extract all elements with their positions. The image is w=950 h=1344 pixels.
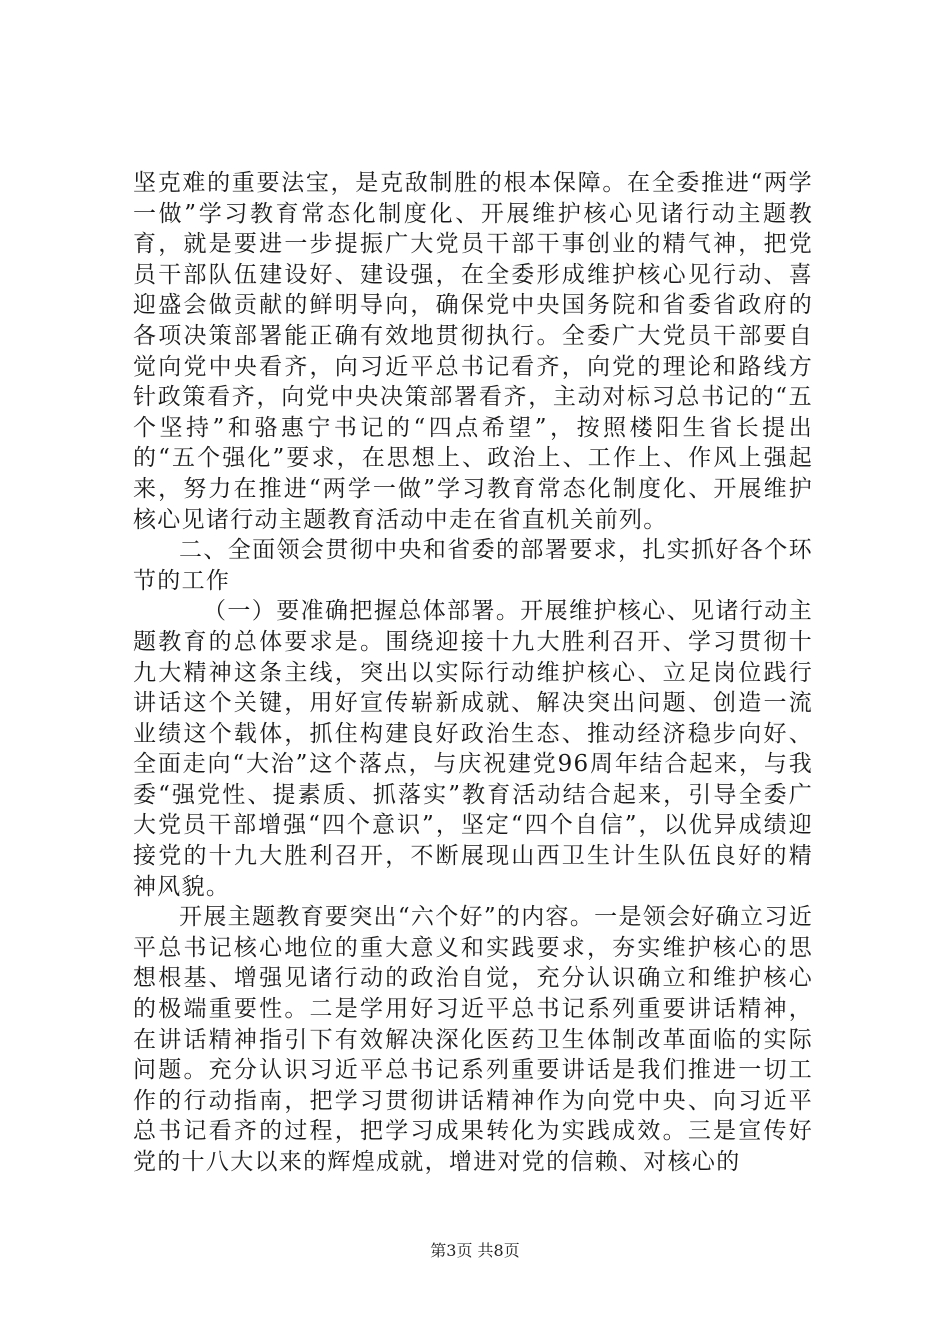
- document-body: [133, 168, 813, 1178]
- paragraph-subsection-one: （一）要准确把握总体部署。开展维护核心、见诸行动主题教育的总体要求是。围绕迎接十九大胜利召开、学习贯彻十九大精神这条主线，突出以实际行动维护核心、立足岗位践行讲话这个关键，用好宣传崭新成就、解决突出问题、创造一流业绩这个载体，抓住构建良好政治生态、推动经济稳步向好、全面走向“大治”这个落点，与庆祝建党96周年结合起来，与我委“强党性、提素质、抓落实”教育活动结合起来，引导全委广大党员干部增强“四个意识”，坚定“四个自信”，以优异成绩迎接党的十九大胜利召开，不断展现山西卫生计生队伍良好的精神风貌。: [133, 598, 813, 900]
- section-heading-two: 二、全面领会贯彻中央和省委的部署要求，扎实抓好各个环节的工作: [133, 537, 813, 594]
- page-footer: 第3页 共8页: [430, 1241, 520, 1260]
- paragraph-six-goods: 开展主题教育要突出“六个好”的内容。一是领会好确立习近平总书记核心地位的重大意义和实践要求，夯实维护核心的思想根基、增强见诸行动的政治自觉，充分认识确立和维护核心的极端重要性。二是学用好习近平总书记系列重要讲话精神，在讲话精神指引下有效解决深化医药卫生体制改革面临的实际问题。充分认识习近平总书记系列重要讲话是我们推进一切工作的行动指南，把学习贯彻讲话精神作为向党中央、向习近平总书记看齐的过程，把学习成果转化为实践成效。三是宣传好党的十八大以来的辉煌成就，增进对党的信赖、对核心的: [133, 904, 813, 1175]
- paragraph-continuation: 坚克难的重要法宝，是克敌制胜的根本保障。在全委推进“两学一做”学习教育常态化制度化、开展维护核心见诸行动主题教育，就是要进一步提振广大党员干部干事创业的精气神，把党员干部队伍建设好、建设强，在全委形成维护核心见行动、喜迎盛会做贡献的鲜明导向，确保党中央国务院和省委省政府的各项决策部署能正确有效地贯彻执行。全委广大党员干部要自觉向党中央看齐，向习近平总书记看齐，向党的理论和路线方针政策看齐，向党中央决策部署看齐，主动对标习总书记的“五个坚持”和骆惠宁书记的“四点希望”，按照楼阳生省长提出的“五个强化”要求，在思想上、政治上、工作上、作风上强起来，努力在推进“两学一做”学习教育常态化制度化、开展维护核心见诸行动主题教育活动中走在省直机关前列。: [133, 170, 813, 533]
